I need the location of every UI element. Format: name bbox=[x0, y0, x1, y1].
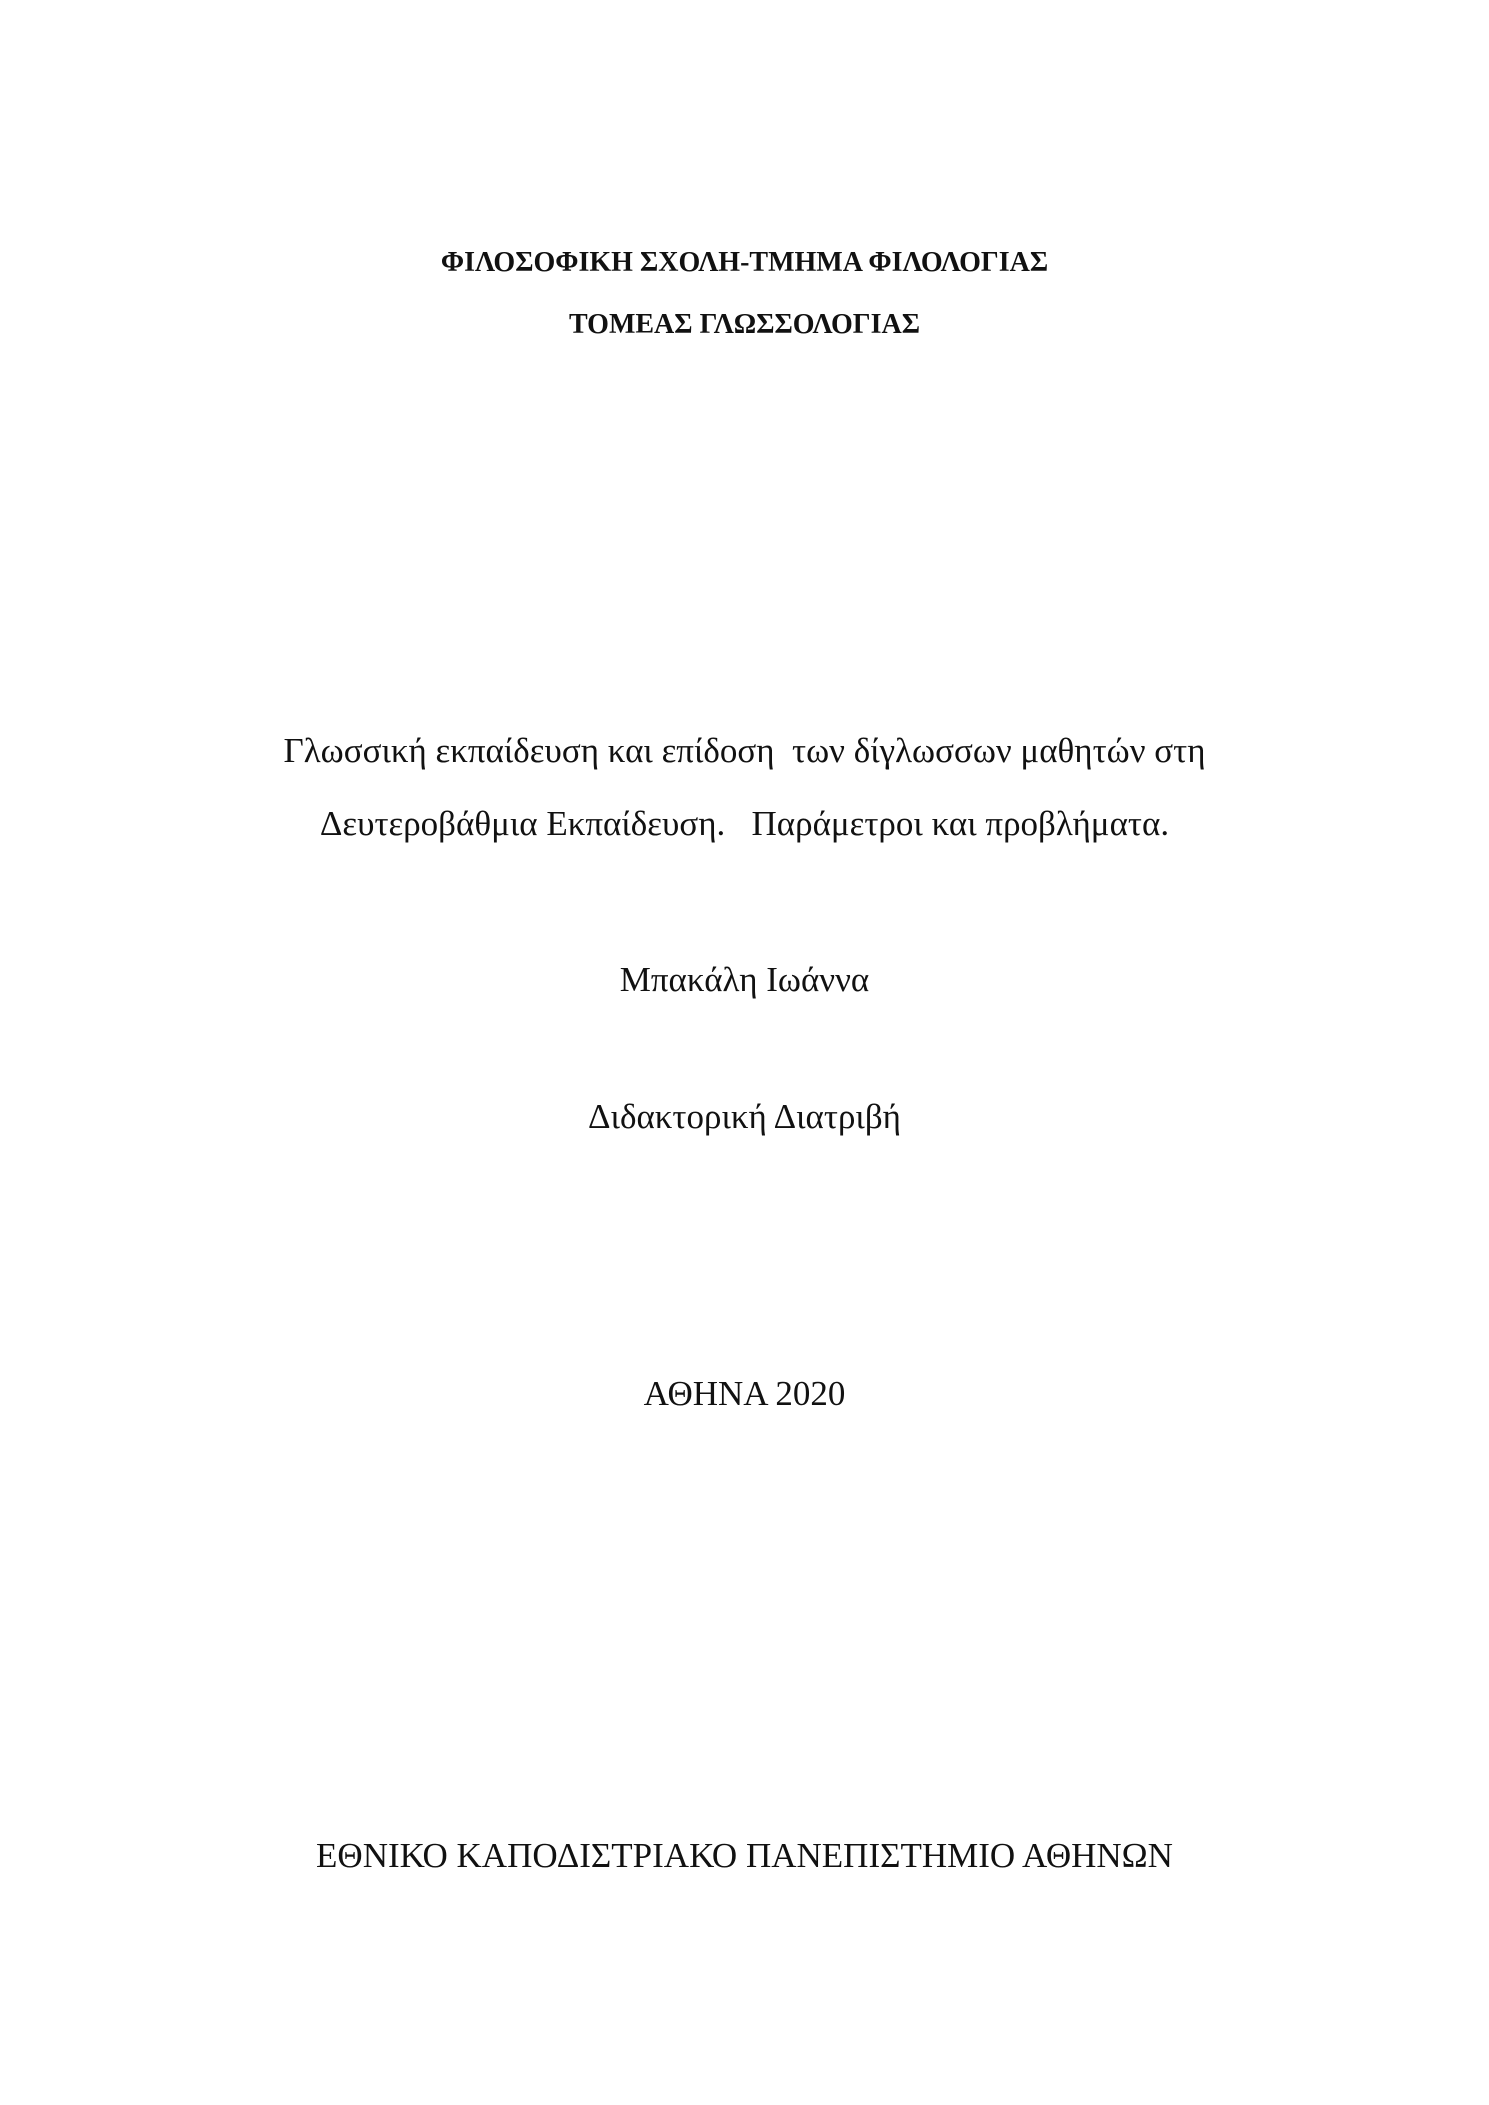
thesis-title-line-1: Γλωσσική εκπαίδευση και επίδοση των δίγλωσσων μαθητών στη bbox=[283, 731, 1206, 770]
thesis-title-line-2: Δευτεροβάθμια Εκπαίδευση. Παράμετροι και προβλήματα. bbox=[319, 804, 1170, 843]
university-name: ΕΘΝΙΚΟ ΚΑΠΟΔΙΣΤΡΙΑΚΟ ΠΑΝΕΠΙΣΤΗΜΙΟ ΑΘΗΝΩΝ bbox=[316, 1836, 1173, 1875]
faculty-heading: ΦΙΛΟΣΟΦΙΚΗ ΣΧΟΛΗ-ΤΜΗΜΑ ΦΙΛΟΛΟΓΙΑΣ bbox=[440, 247, 1049, 278]
document-type: Διδακτορική Διατριβή bbox=[588, 1097, 901, 1136]
sector-heading: ΤΟΜΕΑΣ ΓΛΩΣΣΟΛΟΓΙΑΣ bbox=[569, 309, 920, 340]
place-and-year: ΑΘΗΝΑ 2020 bbox=[643, 1374, 846, 1413]
author-name: Μπακάλη Ιωάννα bbox=[619, 960, 870, 999]
